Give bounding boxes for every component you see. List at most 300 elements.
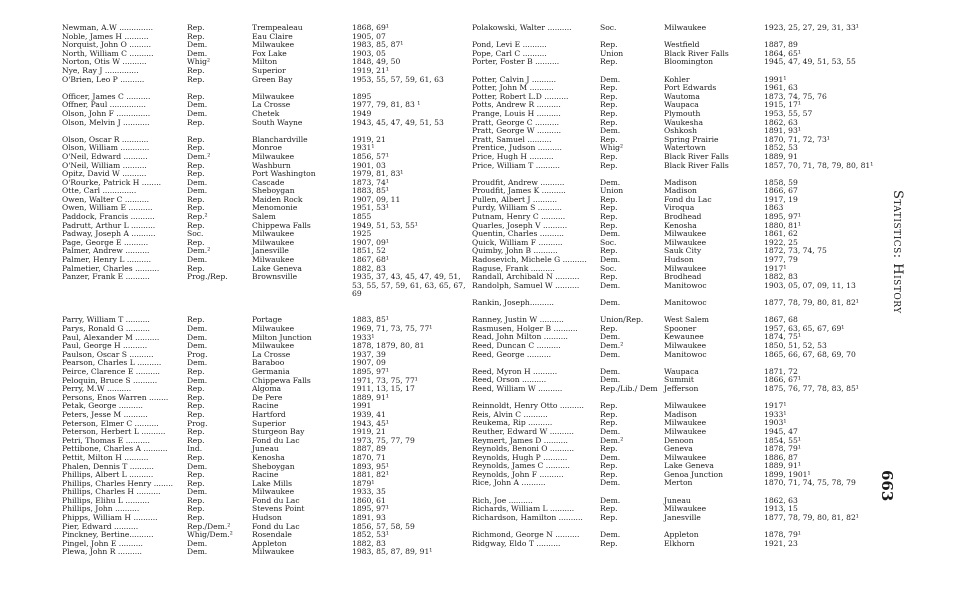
- entry-name: Olson, Oscar R ...........: [62, 134, 149, 144]
- entry-name: Paul, Alexander M ..........: [62, 332, 160, 342]
- legislator-entry: [62, 119, 472, 128]
- entry-party: Rep.: [187, 478, 205, 488]
- entry-name: Randall, Archibald N ..........: [472, 272, 580, 282]
- entry-party: Rep.: [187, 315, 205, 325]
- entry-years: 1899, 1901¹: [764, 469, 811, 479]
- entry-party: Rep.: [187, 74, 205, 84]
- entry-party: Dem.: [600, 366, 621, 376]
- entry-place: Brodhead: [664, 272, 702, 282]
- entry-place: Merton: [664, 478, 693, 488]
- entry-party: Dem.: [187, 100, 208, 110]
- entry-party: Rep.: [187, 452, 205, 462]
- entry-name: Reukema, Rip ..........: [472, 418, 553, 428]
- entry-place: Blanchardville: [252, 134, 308, 144]
- entry-place: Kohler: [664, 74, 690, 84]
- entry-place: Milwaukee: [252, 237, 295, 247]
- entry-name: Parry, William T ..........: [62, 315, 150, 325]
- entry-years: 1889, 91¹: [352, 392, 389, 402]
- entry-years: 1951, 53¹: [352, 203, 389, 213]
- entry-name: Peirce, Clarence E ..........: [62, 366, 160, 376]
- legislator-entry: [472, 282, 882, 291]
- entry-name: Peters, Jesse M ..........: [62, 409, 148, 419]
- entry-party: Rep.: [600, 40, 618, 50]
- entry-party: Union: [600, 48, 624, 58]
- entry-name: Radosevich, Michele G ..........: [472, 255, 587, 265]
- entry-place: Fond du Lac: [252, 521, 300, 531]
- entry-years: 1915, 17¹: [764, 100, 801, 110]
- entry-years: 1917¹: [764, 263, 787, 273]
- entry-party: Rep.: [600, 100, 618, 110]
- page-number: [876, 470, 906, 510]
- entry-name: Norton, Otis W ..........: [62, 57, 147, 67]
- entry-years: 1939, 41: [352, 409, 386, 419]
- entry-party: Rep.: [187, 203, 205, 213]
- entry-party: Whig²: [600, 143, 624, 153]
- entry-place: Brownsville: [252, 272, 298, 282]
- entry-name: Richmond, George N ..........: [472, 530, 580, 540]
- legislator-entry: [472, 479, 882, 488]
- entry-party: Rep.: [187, 263, 205, 273]
- entry-years: 1953, 55, 57, 59, 61, 63: [352, 74, 444, 84]
- entry-place: Westfield: [664, 40, 700, 50]
- entry-place: Fond du Lac: [252, 495, 300, 505]
- entry-party: Dem.: [600, 375, 621, 385]
- entry-party: Rep.: [600, 212, 618, 222]
- entry-party: Rep.: [600, 246, 618, 256]
- entry-name: Plewa, John R ..........: [62, 547, 142, 557]
- entry-party: Whig²: [187, 57, 211, 67]
- entry-party: Dem.: [187, 255, 208, 265]
- entry-years: 1860, 61: [352, 495, 386, 505]
- entry-name: Potter, Calvin J ..........: [472, 74, 556, 84]
- legislator-entry: [472, 540, 882, 549]
- entry-name: Pullen, Albert J ..........: [472, 194, 558, 204]
- entry-place: Milwaukee: [664, 426, 707, 436]
- entry-place: Waupaca: [664, 100, 699, 110]
- entry-name: Read, John Milton ..........: [472, 332, 568, 342]
- entry-party: Dem.: [600, 255, 621, 265]
- entry-name: Quimby, John B ..........: [472, 246, 558, 256]
- entry-years: 1905, 07: [352, 31, 386, 41]
- entry-place: Madison: [664, 409, 697, 419]
- page-number-text: 663: [878, 470, 896, 502]
- entry-place: Portage: [252, 315, 282, 325]
- entry-name: Pinckney, Bertine..........: [62, 530, 154, 540]
- entry-party: Dem.: [600, 530, 621, 540]
- entry-place: Manitowoc: [664, 280, 707, 290]
- legislator-entry: [472, 385, 882, 394]
- entry-years: 1895: [352, 91, 372, 101]
- entry-name: Olson, Melvin J ...........: [62, 117, 150, 127]
- entry-years: 1889, 91¹: [764, 461, 801, 471]
- entry-party: Rep.: [600, 220, 618, 230]
- entry-name: Pier, Edward ..........: [62, 521, 139, 531]
- entry-place: Milwaukee: [664, 418, 707, 428]
- entry-place: Maiden Rock: [252, 194, 303, 204]
- entry-years: 1931¹: [352, 143, 375, 153]
- entry-place: Black River Falls: [664, 151, 729, 161]
- entry-name: Paul, George H ..........: [62, 341, 148, 351]
- entry-party: Rep.: [600, 444, 618, 454]
- entry-party: Rep.: [600, 203, 618, 213]
- entry-name: Pope, Carl C ..........: [472, 48, 547, 58]
- entry-party: Rep.: [600, 83, 618, 93]
- entry-years: 1957, 63, 65, 67, 69¹: [764, 323, 845, 333]
- entry-party: Dem.²: [187, 151, 211, 161]
- entry-party: Rep.: [187, 237, 205, 247]
- entry-place: Appleton: [664, 530, 699, 540]
- entry-place: Milwaukee: [664, 263, 707, 273]
- entry-place: Milwaukee: [252, 151, 295, 161]
- entry-party: Rep.: [187, 194, 205, 204]
- entry-place: Port Washington: [252, 169, 316, 179]
- entry-years: 1889, 91: [764, 151, 798, 161]
- entry-years: 1878, 1879, 80, 81: [352, 341, 425, 351]
- entry-name: O'Brien, Leo P ..........: [62, 74, 145, 84]
- entry-years: 1866, 67: [764, 186, 798, 196]
- entry-name: Quarles, Joseph V ..........: [472, 220, 568, 230]
- running-head-text: Statistics: History: [890, 190, 905, 314]
- legislator-entry: [472, 514, 882, 523]
- entry-party: Dem.: [600, 177, 621, 187]
- entry-years: 1933¹: [764, 409, 787, 419]
- entry-place: Black River Falls: [664, 48, 729, 58]
- entry-party: Dem.: [600, 495, 621, 505]
- entry-name: Paulson, Oscar S ..........: [62, 349, 154, 359]
- entry-party: Rep.: [187, 435, 205, 445]
- entry-party: Dem.: [600, 349, 621, 359]
- entry-place: Milwaukee: [252, 341, 295, 351]
- entry-place: Milwaukee: [252, 547, 295, 557]
- entry-name: Quick, William F ..........: [472, 237, 563, 247]
- entry-party: Dem.: [187, 375, 208, 385]
- entry-party: Ind.: [187, 444, 203, 454]
- entry-party: Dem.: [187, 324, 208, 333]
- entry-place: Algoma: [252, 384, 282, 394]
- entry-place: De Pere: [252, 392, 283, 402]
- legislator-entry: [472, 299, 882, 308]
- entry-place: Sauk City: [664, 246, 702, 256]
- entry-years: 1871, 72: [764, 366, 798, 376]
- entry-place: Summit: [664, 375, 694, 385]
- entry-place: Manitowoc: [664, 349, 707, 359]
- entry-party: Dem.²: [600, 435, 624, 445]
- entry-years: 1977, 79, 81, 83 ¹: [352, 100, 421, 110]
- entry-years: 1949: [352, 108, 372, 118]
- entry-name: Porter, Foster B ..........: [472, 57, 560, 67]
- entry-years: 1882, 83: [764, 272, 798, 282]
- entry-place: Milwaukee: [664, 340, 707, 350]
- entry-party: Rep.: [600, 134, 618, 144]
- entry-party: Dem.: [600, 452, 621, 462]
- entry-years: 1851, 52: [352, 246, 386, 256]
- entry-name: Reymert, James D ..........: [472, 435, 568, 445]
- legislator-entry: [62, 273, 472, 299]
- entry-years: 1922, 25: [764, 237, 798, 247]
- entry-name: Putnam, Henry C ..........: [472, 212, 566, 222]
- entry-place: Milton Junction: [252, 332, 312, 342]
- entry-years: 1858, 59: [764, 177, 798, 187]
- entry-name: Peterson, Elmer C ..........: [62, 418, 159, 428]
- entry-party: Rep.: [600, 418, 618, 428]
- entry-place: Brodhead: [664, 212, 702, 222]
- entry-place: Bloomington: [664, 57, 714, 67]
- entry-place: Milwaukee: [664, 504, 707, 514]
- entry-place: Milwaukee: [664, 23, 707, 32]
- entry-place: Trempealeau: [252, 23, 303, 32]
- entry-party: Rep.: [600, 538, 618, 548]
- entry-party: Rep.: [600, 57, 618, 67]
- entry-name: Owen, Walter C ..........: [62, 194, 149, 204]
- entry-place: La Crosse: [252, 100, 291, 110]
- entry-name: Offner, Paul ...............: [62, 100, 146, 110]
- entry-years: 1907, 09: [352, 358, 386, 368]
- entry-years: 1901, 03: [352, 160, 386, 170]
- entry-place: Geneva: [664, 444, 693, 454]
- entry-party: Soc.: [600, 237, 617, 247]
- entry-party: Whig/Dem.²: [187, 530, 233, 540]
- entry-name: Rich, Joe ..........: [472, 495, 533, 505]
- entry-place: Janesville: [252, 246, 289, 256]
- entry-name: Purdy, William S ..........: [472, 203, 562, 213]
- entry-years: 1933¹: [352, 332, 375, 342]
- entry-years: 1919, 21: [352, 427, 386, 437]
- entry-years: 1923, 25, 27, 29, 31, 33¹: [764, 23, 859, 32]
- entry-name: O'Neil, Edward ..........: [62, 151, 148, 161]
- entry-party: Rep.: [187, 23, 205, 32]
- entry-party: Rep.: [600, 160, 618, 170]
- entry-name: Pearson, Charles L ..........: [62, 358, 162, 368]
- entry-place: Milwaukee: [252, 324, 295, 333]
- entry-place: Jefferson: [664, 383, 699, 393]
- entry-name: Reuther, Edward W ..........: [472, 426, 574, 436]
- entry-place: Waukesha: [664, 117, 703, 127]
- entry-years: 1850, 51, 52, 53: [764, 340, 827, 350]
- entry-place: Baraboo: [252, 358, 285, 368]
- entry-place: Wautoma: [664, 91, 700, 101]
- entry-party: Dem.: [187, 177, 208, 187]
- entry-years: 1861, 62: [764, 229, 798, 239]
- entry-place: Denoon: [664, 435, 694, 445]
- entry-name: Palmer, Henry L ..........: [62, 255, 151, 265]
- entry-place: Fox Lake: [252, 48, 287, 58]
- entry-years: 1862, 63: [764, 495, 798, 505]
- entry-place: Milwaukee: [664, 229, 707, 239]
- entry-name: Peterson, Herbert L ..........: [62, 427, 166, 437]
- entry-name: Otte, Carl ..............: [62, 186, 137, 196]
- entry-name: Parys, Ronald G ..........: [62, 324, 150, 333]
- entry-party: Dem.: [187, 547, 208, 557]
- entry-name: O'Neil, William ..........: [62, 160, 147, 170]
- entry-years: 1891, 93: [352, 513, 386, 523]
- entry-years: 1867, 68¹: [352, 255, 389, 265]
- entry-party: Soc.: [600, 23, 617, 32]
- entry-place: Fond du Lac: [252, 435, 300, 445]
- entry-place: Sheboygan: [252, 461, 295, 471]
- entry-place: Menomonie: [252, 203, 298, 213]
- entry-party: Dem.: [600, 229, 621, 239]
- entry-years: 1907, 09, 11: [352, 194, 401, 204]
- entry-years: 1854, 55¹: [764, 435, 801, 445]
- entry-place: Washburn: [252, 160, 291, 170]
- entry-party: Rep.: [187, 495, 205, 505]
- entry-name: Persons, Enos Warren ........: [62, 392, 169, 402]
- entry-place: Oshkosh: [664, 126, 697, 136]
- entry-place: Milwaukee: [664, 237, 707, 247]
- entry-place: Spooner: [664, 323, 697, 333]
- entry-party: Dem.: [187, 186, 208, 196]
- entry-years: 1880, 81¹: [764, 220, 801, 230]
- entry-place: Elkhorn: [664, 538, 695, 548]
- entry-years: 1852, 53¹: [352, 530, 389, 540]
- entry-place: Milwaukee: [664, 452, 707, 462]
- entry-name: Phalen, Dennis T ..........: [62, 461, 154, 471]
- entry-party: Dem.: [187, 358, 208, 368]
- entry-party: Dem.: [600, 74, 621, 84]
- entry-name: Phillips, Charles H ..........: [62, 487, 161, 497]
- entry-party: Rep.: [600, 504, 618, 514]
- entry-name: Ranney, Justin W ..........: [472, 315, 564, 325]
- entry-party: Rep.: [600, 461, 618, 471]
- entry-party: Rep.: [600, 108, 618, 118]
- entry-years: 1903¹: [764, 418, 787, 428]
- entry-name: Paddock, Francis ..........: [62, 212, 155, 222]
- entry-party: Rep.: [187, 470, 205, 480]
- entry-place: Racine: [252, 401, 279, 411]
- entry-years: 1983, 85, 87¹: [352, 40, 404, 50]
- entry-place: Genoa Junction: [664, 469, 723, 479]
- entry-name: Reed, Duncan C ..........: [472, 340, 561, 350]
- entry-place: Stevens Point: [252, 504, 305, 514]
- entry-party: Prog./Rep.: [187, 272, 228, 282]
- legislator-entry: [472, 351, 882, 360]
- entry-party: Rep.: [187, 169, 205, 179]
- entry-name: Owen, William E ..........: [62, 203, 153, 213]
- entry-party: Dem.: [187, 538, 208, 548]
- entry-years: 1945, 47: [764, 426, 798, 436]
- entry-name: Rasmusen, Holger B ..........: [472, 323, 578, 333]
- entry-years: 1949, 51, 53, 55¹: [352, 220, 418, 230]
- entry-place: South Wayne: [252, 117, 303, 127]
- entry-name: Reynolds, John F ..........: [472, 469, 564, 479]
- entry-name: Reed, George ..........: [472, 349, 552, 359]
- entry-place: Milton: [252, 57, 278, 67]
- entry-years: 1874, 75¹: [764, 332, 801, 342]
- entry-party: Rep.: [187, 401, 205, 411]
- entry-years: 1856, 57, 58, 59: [352, 521, 415, 531]
- entry-years: 1991¹: [764, 74, 787, 84]
- entry-name: Rankin, Joseph..........: [472, 298, 554, 307]
- entry-party: Rep.: [187, 504, 205, 514]
- entry-party: Union/Rep.: [600, 315, 644, 325]
- entry-party: Rep.²: [187, 212, 208, 222]
- entry-place: Spring Prairie: [664, 134, 719, 144]
- entry-years: 1893, 95¹: [352, 461, 389, 471]
- entry-place: West Salem: [664, 315, 709, 325]
- entry-years: 1983, 85, 87, 89, 91¹: [352, 547, 433, 557]
- entry-name: Peloquin, Bruce S ..........: [62, 375, 158, 385]
- entry-party: Dem.: [600, 332, 621, 342]
- entry-years: 1857, 70, 71, 78, 79, 80, 81¹: [764, 160, 874, 170]
- entry-party: Rep.: [187, 366, 205, 376]
- entry-party: Dem.: [187, 341, 208, 351]
- entry-years: 1875, 76, 77, 78, 83, 85¹: [764, 383, 859, 393]
- entry-party: Soc.: [600, 263, 617, 273]
- entry-place: Milwaukee: [252, 255, 295, 265]
- entry-place: Madison: [664, 186, 697, 196]
- entry-party: Rep.: [187, 513, 205, 523]
- entry-place: La Crosse: [252, 349, 291, 359]
- entry-place: Juneau: [252, 444, 279, 454]
- entry-name: Perry, M.W ..........: [62, 384, 132, 394]
- entry-name: Potts, Andrew R ..........: [472, 100, 561, 110]
- entry-name: Reynolds, James C ..........: [472, 461, 570, 471]
- entry-name: Palmer, Andrew ..........: [62, 246, 150, 256]
- entry-years: 1979, 81, 83¹: [352, 169, 404, 179]
- entry-years: 1883, 85¹: [352, 186, 389, 196]
- entry-place: Appleton: [252, 538, 287, 548]
- right-column: [472, 24, 882, 548]
- entry-years: 1917, 19: [764, 194, 798, 204]
- entry-years: 1886, 87: [764, 452, 798, 462]
- entry-years: 1877, 78, 79, 80, 81, 82¹: [764, 298, 859, 307]
- entry-place: Port Edwards: [664, 83, 717, 93]
- entry-years: 1865, 66, 67, 68, 69, 70: [764, 349, 856, 359]
- entry-place: Chippewa Falls: [252, 375, 311, 385]
- entry-years: 1919, 21¹: [352, 65, 389, 75]
- entry-name: Noble, James H ..........: [62, 31, 149, 41]
- entry-place: Madison: [664, 177, 697, 187]
- entry-party: Dem.: [187, 48, 208, 58]
- entry-place: Sheboygan: [252, 186, 295, 196]
- entry-years: 1873, 74¹: [352, 177, 389, 187]
- entry-years: 1925: [352, 229, 372, 239]
- entry-years: 1943, 45¹: [352, 418, 389, 428]
- entry-name: Olson, John F ..............: [62, 108, 151, 118]
- entry-party: Rep.: [600, 117, 618, 127]
- entry-party: Rep.: [187, 143, 205, 153]
- legislator-entry: [472, 162, 882, 171]
- entry-place: Manitowoc: [664, 298, 707, 307]
- entry-name: Pond, Levi E ..........: [472, 40, 547, 50]
- entry-name: Officer, James C ..........: [62, 91, 151, 101]
- entry-place: Chetek: [252, 108, 280, 118]
- entry-name: Padway, Joseph A ..........: [62, 229, 156, 239]
- entry-name: Quentin, Charles ..........: [472, 229, 564, 239]
- entry-years: 1855: [352, 212, 372, 222]
- entry-place: Milwaukee: [252, 40, 295, 50]
- entry-party: Dem.: [187, 108, 208, 118]
- entry-years: 1977, 79: [764, 255, 798, 265]
- entry-years: 1907, 09¹: [352, 237, 389, 247]
- entry-place: Rosendale: [252, 530, 292, 540]
- entry-place: Monroe: [252, 143, 282, 153]
- entry-party: Rep.: [187, 427, 205, 437]
- entry-years: 1882, 83: [352, 263, 386, 273]
- entry-years: 1971, 73, 75, 77¹: [352, 375, 418, 385]
- entry-party: Dem.: [187, 487, 208, 497]
- entry-name: Reynolds, Hugh P ..........: [472, 452, 568, 462]
- entry-name: Petri, Thomas E ..........: [62, 435, 150, 445]
- entry-years: 1903, 05: [352, 48, 386, 58]
- entry-place: Salem: [252, 212, 276, 222]
- entry-years: 1943, 45, 47, 49, 51, 53: [352, 117, 444, 127]
- entry-name: Pingel, John E ..........: [62, 538, 143, 548]
- entry-place: Kewaunee: [664, 332, 704, 342]
- entry-place: Black River Falls: [664, 160, 729, 170]
- entry-party: Dem.: [187, 40, 208, 50]
- entry-years: 1937, 39: [352, 349, 386, 359]
